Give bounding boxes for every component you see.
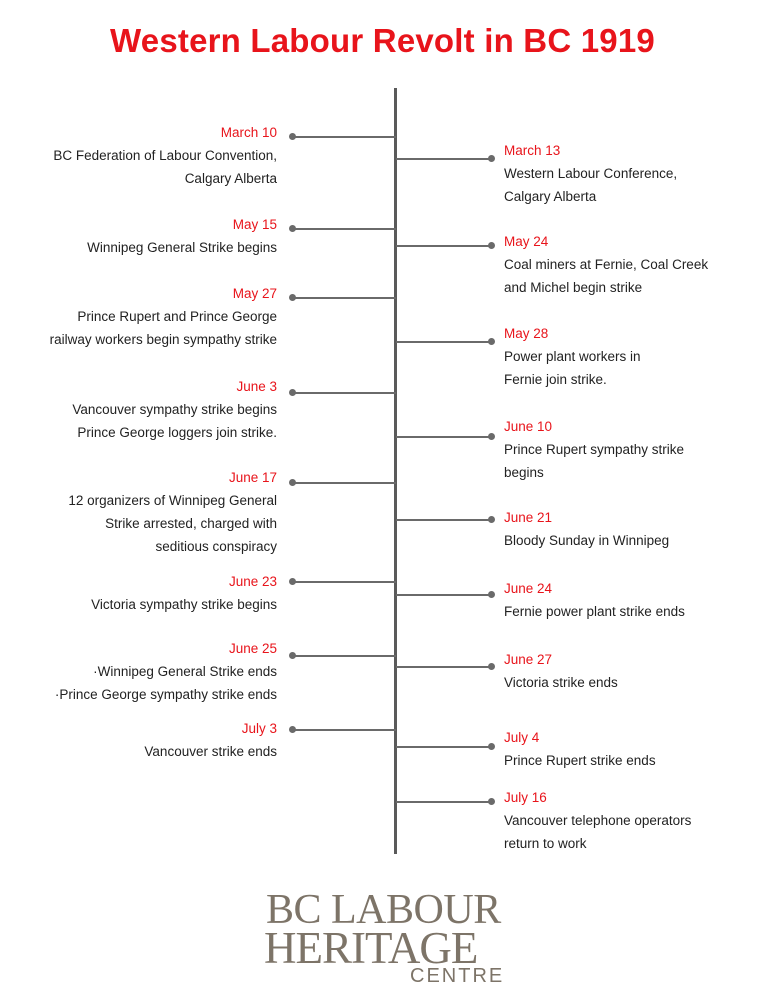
event-description: Vancouver sympathy strike begins (72, 402, 277, 417)
right-event (504, 139, 677, 208)
event-date: March 10 (220, 125, 277, 140)
page-title: Western Labour Revolt in BC 1919 (110, 22, 655, 59)
event-date: May 24 (504, 234, 549, 249)
right-connector (396, 594, 492, 596)
right-connector-dot (488, 155, 495, 162)
event-date: June 25 (228, 641, 277, 656)
left-connector-dot (289, 133, 296, 140)
logo-line-1: BC LABOUR (266, 887, 501, 933)
right-connector (396, 436, 492, 438)
left-event (53, 121, 277, 190)
logo-line-3: CENTRE (410, 965, 505, 987)
right-event (504, 648, 618, 694)
right-connector-dot (488, 591, 495, 598)
left-event (87, 213, 277, 259)
event-date: July 16 (504, 790, 547, 805)
event-description: and Michel begin strike (504, 280, 643, 295)
event-description: Strike arrested, charged with (105, 516, 277, 531)
event-description: Prince Rupert strike ends (504, 753, 656, 768)
right-connector (396, 158, 492, 160)
event-date: May 28 (504, 326, 549, 341)
left-event (68, 466, 277, 558)
event-description: Victoria sympathy strike begins (91, 597, 277, 612)
event-description: Bloody Sunday in Winnipeg (504, 533, 670, 548)
left-connector (292, 655, 396, 657)
right-connector (396, 245, 492, 247)
event-description: return to work (504, 836, 587, 851)
right-connector-dot (488, 798, 495, 805)
event-description: Power plant workers in (504, 349, 641, 364)
left-event (50, 282, 277, 351)
left-connector (292, 136, 396, 138)
right-connector (396, 519, 492, 521)
event-description: BC Federation of Labour Convention, (53, 148, 277, 163)
right-event (504, 322, 641, 391)
right-connector-dot (488, 663, 495, 670)
event-date: July 4 (504, 730, 540, 745)
left-event (144, 717, 277, 763)
right-connector (396, 666, 492, 668)
event-date: June 27 (504, 652, 553, 667)
event-date: May 15 (232, 217, 277, 232)
timeline-axis (394, 88, 397, 854)
event-date: June 21 (504, 510, 553, 525)
left-connector (292, 581, 396, 583)
event-description: Calgary Alberta (504, 189, 597, 204)
event-date: June 17 (228, 470, 277, 485)
left-connector-dot (289, 479, 296, 486)
event-description: ·Prince George sympathy strike ends (54, 687, 277, 702)
event-description: Prince Rupert sympathy strike (504, 442, 685, 457)
left-connector (292, 482, 396, 484)
left-connector-dot (289, 652, 296, 659)
left-connector-dot (289, 578, 296, 585)
left-connector-dot (289, 726, 296, 733)
left-event (72, 375, 277, 444)
event-description: railway workers begin sympathy strike (49, 332, 277, 347)
event-description: Fernie power plant strike ends (504, 604, 685, 619)
event-description: Prince George loggers join strike. (77, 425, 277, 440)
event-date: June 10 (504, 419, 553, 434)
left-connector-dot (289, 225, 296, 232)
left-connector-dot (289, 294, 296, 301)
event-date: June 3 (236, 379, 277, 394)
event-description: Prince Rupert and Prince George (77, 309, 277, 324)
event-description: Calgary Alberta (184, 171, 277, 186)
event-description: seditious conspiracy (155, 539, 277, 554)
right-event (504, 506, 669, 552)
event-description: Vancouver telephone operators (504, 813, 692, 828)
event-description: Western Labour Conference, (504, 166, 678, 181)
left-event (91, 570, 277, 616)
event-description: Victoria strike ends (504, 675, 618, 690)
event-date: June 23 (228, 574, 277, 589)
left-connector (292, 392, 396, 394)
bc-labour-heritage-centre-logo (262, 888, 522, 988)
right-connector-dot (488, 433, 495, 440)
logo-line-2: HERITAGE (264, 923, 478, 973)
left-connector (292, 228, 396, 230)
event-date: June 24 (504, 581, 553, 596)
event-description: Fernie join strike. (504, 372, 607, 387)
right-connector (396, 341, 492, 343)
right-connector-dot (488, 242, 495, 249)
right-connector (396, 746, 492, 748)
right-connector-dot (488, 338, 495, 345)
event-description: Winnipeg General Strike begins (87, 240, 277, 255)
right-event (504, 230, 708, 299)
right-connector-dot (488, 743, 495, 750)
right-event (504, 577, 685, 623)
event-description: 12 organizers of Winnipeg General (68, 493, 277, 508)
left-connector-dot (289, 389, 296, 396)
event-description: begins (504, 465, 544, 480)
left-event (55, 637, 277, 706)
event-date: May 27 (232, 286, 277, 301)
right-event (504, 726, 656, 772)
right-event (504, 415, 684, 484)
event-description: ·Winnipeg General Strike ends (93, 664, 277, 679)
left-connector (292, 729, 396, 731)
right-connector-dot (488, 516, 495, 523)
event-description: Vancouver strike ends (144, 744, 277, 759)
event-date: July 3 (241, 721, 277, 736)
right-event (504, 786, 691, 855)
left-connector (292, 297, 396, 299)
event-description: Coal miners at Fernie, Coal Creek (504, 257, 709, 272)
right-connector (396, 801, 492, 803)
event-date: March 13 (504, 143, 561, 158)
